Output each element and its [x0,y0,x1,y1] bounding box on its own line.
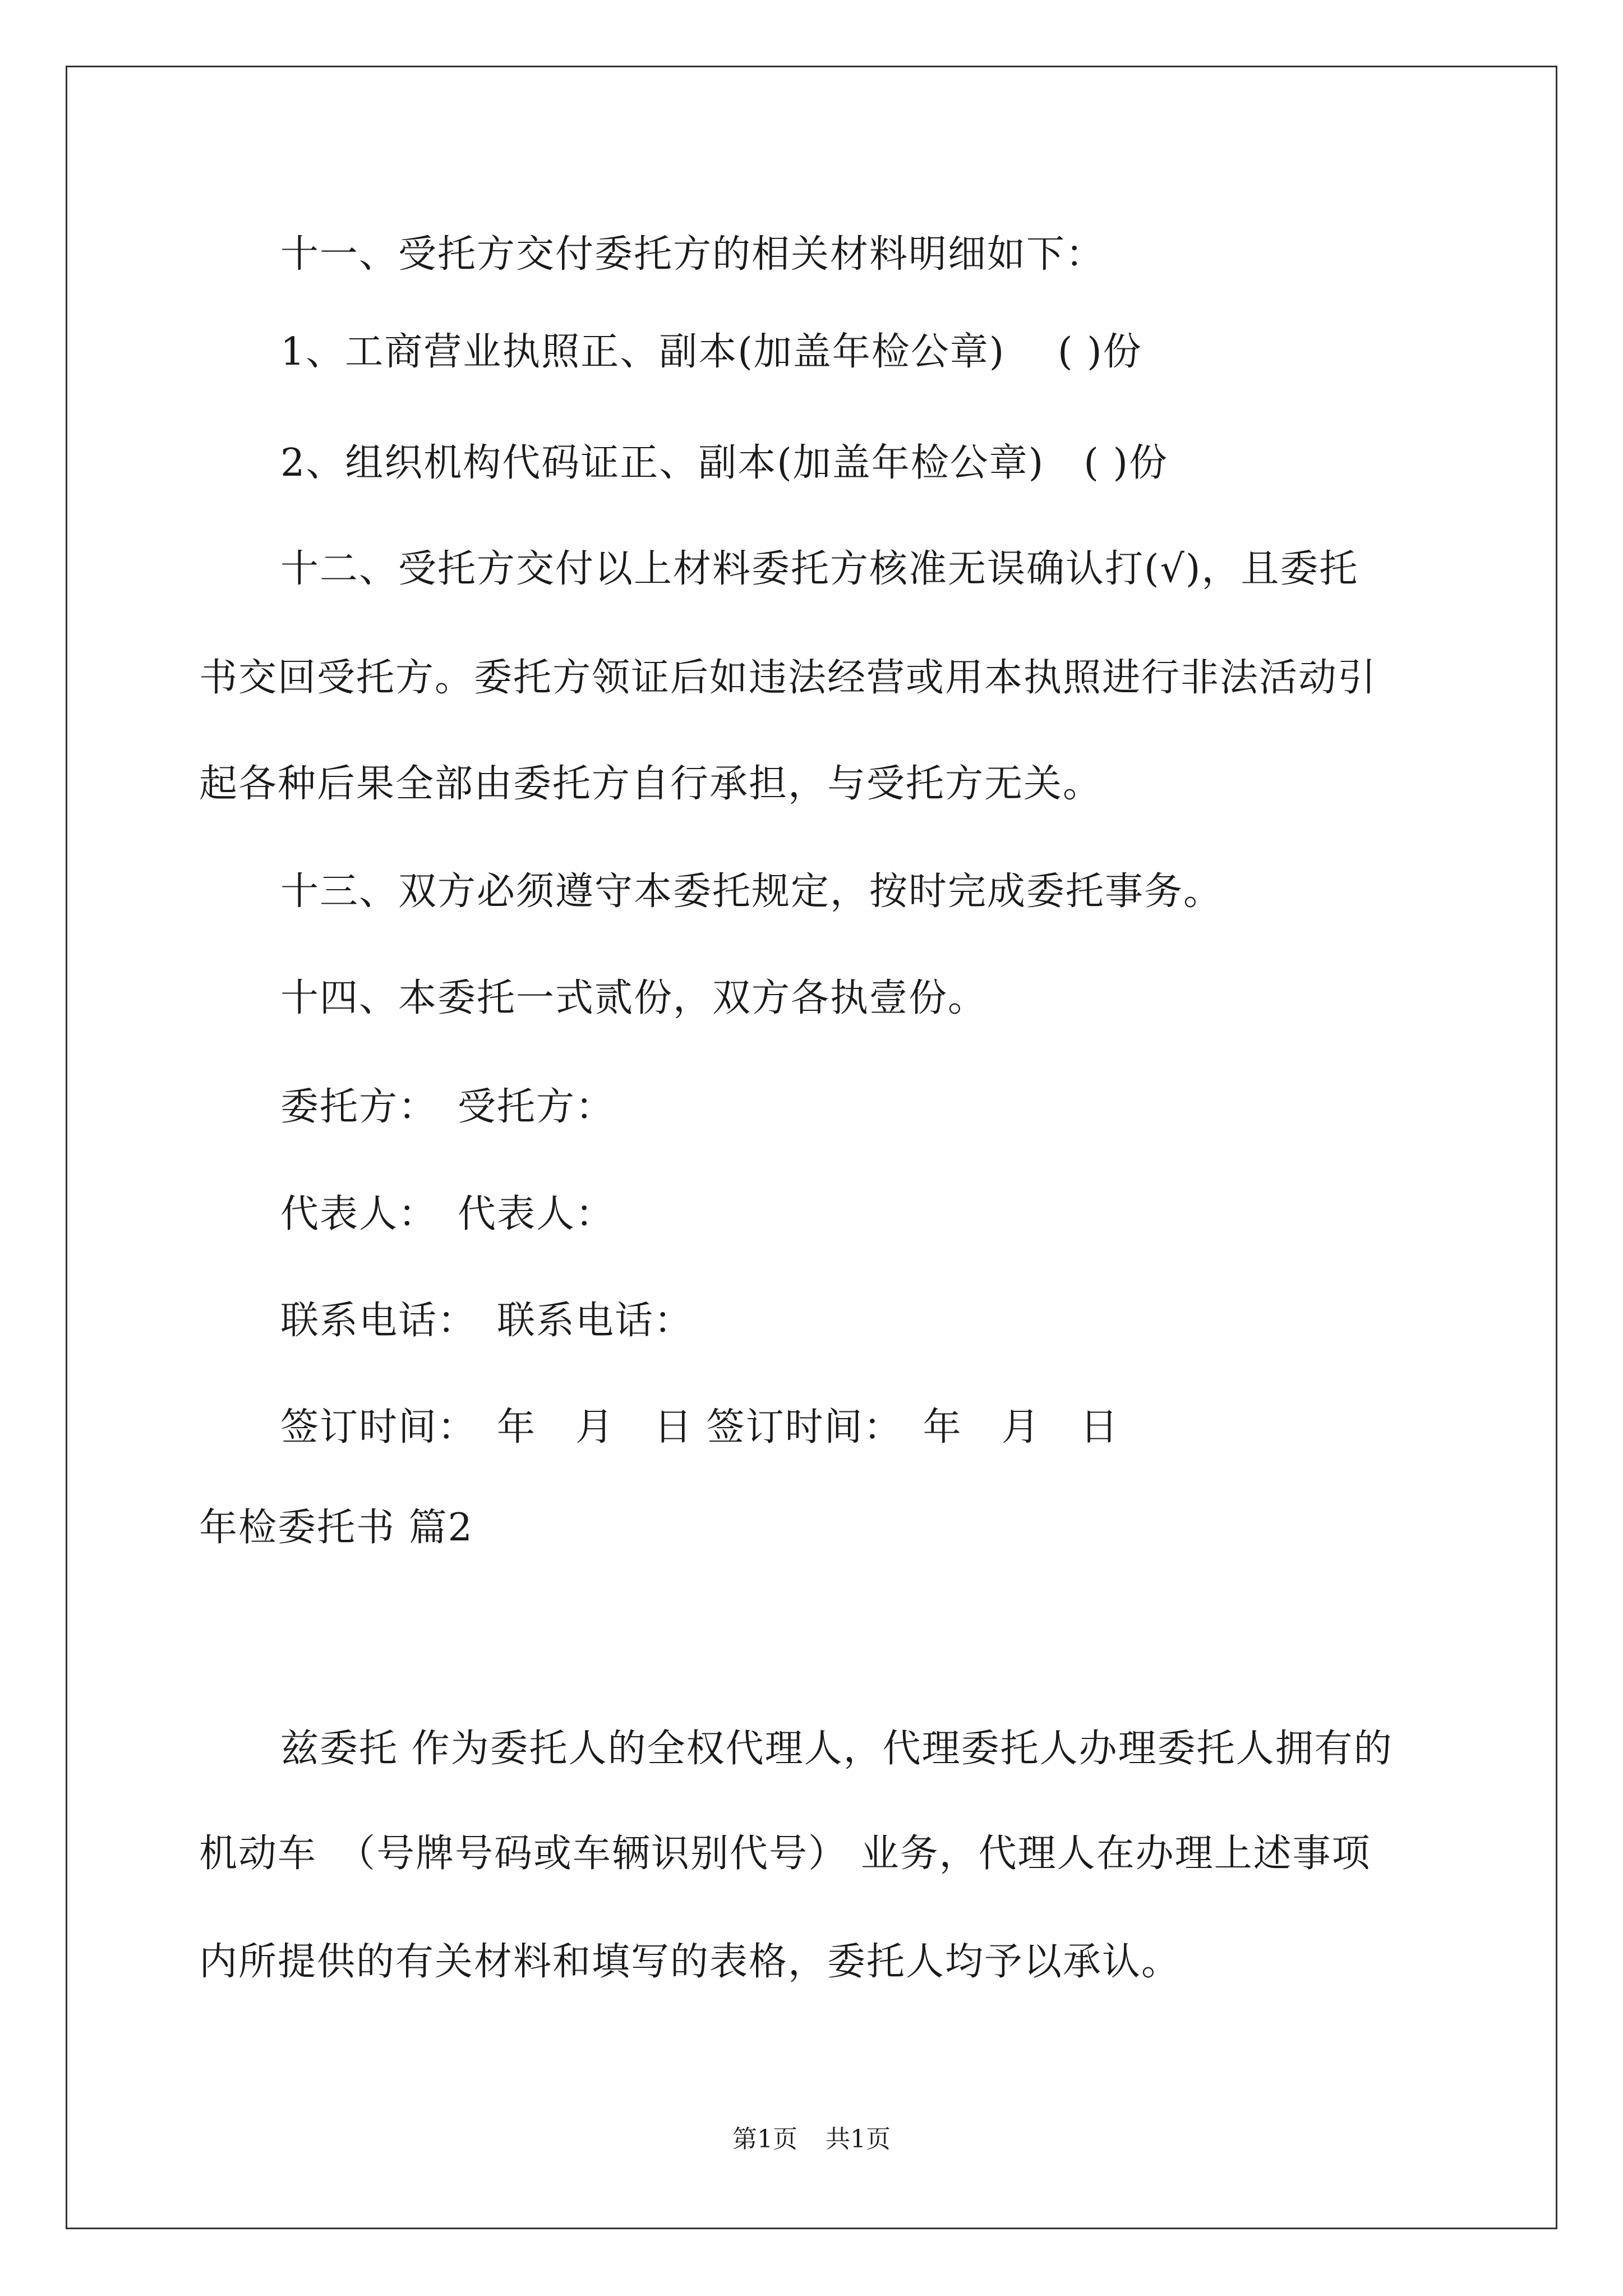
paragraph-line: 书交回受托方。委托方领证后如违法经营或用本执照进行非法活动引 [199,656,1377,700]
page-border [66,66,1557,2229]
paragraph-line: 起各种后果全部由委托方自行承担，与受托方无关。 [199,762,1103,806]
signature-representative-line: 代表人： 代表人： [280,1192,615,1236]
paragraph-line: 内所提供的有关材料和填写的表格，委托人均予以承认。 [199,1940,1181,1984]
paragraph-line: 2、组织机构代码证正、副本(加盖年检公章) ( )份 [280,441,1168,485]
paragraph-line: 兹委托 作为委托人的全权代理人，代理委托人办理委托人拥有的 [280,1727,1393,1771]
paragraph-line: 十四、本委托一式贰份，双方各执壹份。 [280,976,988,1020]
paragraph-line: 十二、受托方交付以上材料委托方核准无误确认打(√)，且委托 [280,547,1359,591]
paragraph-line: 十一、受托方交付委托方的相关材料明细如下： [280,232,1105,277]
section-title: 年检委托书 篇2 [199,1506,473,1550]
page-footer [0,2125,1623,2154]
paragraph-line: 机动车 （号牌号码或车辆识别代号） 业务，代理人在办理上述事项 [199,1832,1371,1876]
page-number-current: 第1页 [732,2125,797,2154]
signature-party-line: 委托方： 受托方： [280,1085,615,1129]
paragraph-line: 十三、双方必须遵守本委托规定，按时完成委托事务。 [280,869,1223,914]
paragraph-line: 1、工商营业执照正、副本(加盖年检公章) ( )份 [280,330,1142,374]
signature-date-line: 签订时间： 年 月 日 签订时间： 年 月 日 [280,1405,1119,1450]
signature-phone-line: 联系电话： 联系电话： [280,1299,694,1343]
page-number-total: 共1页 [826,2125,891,2154]
